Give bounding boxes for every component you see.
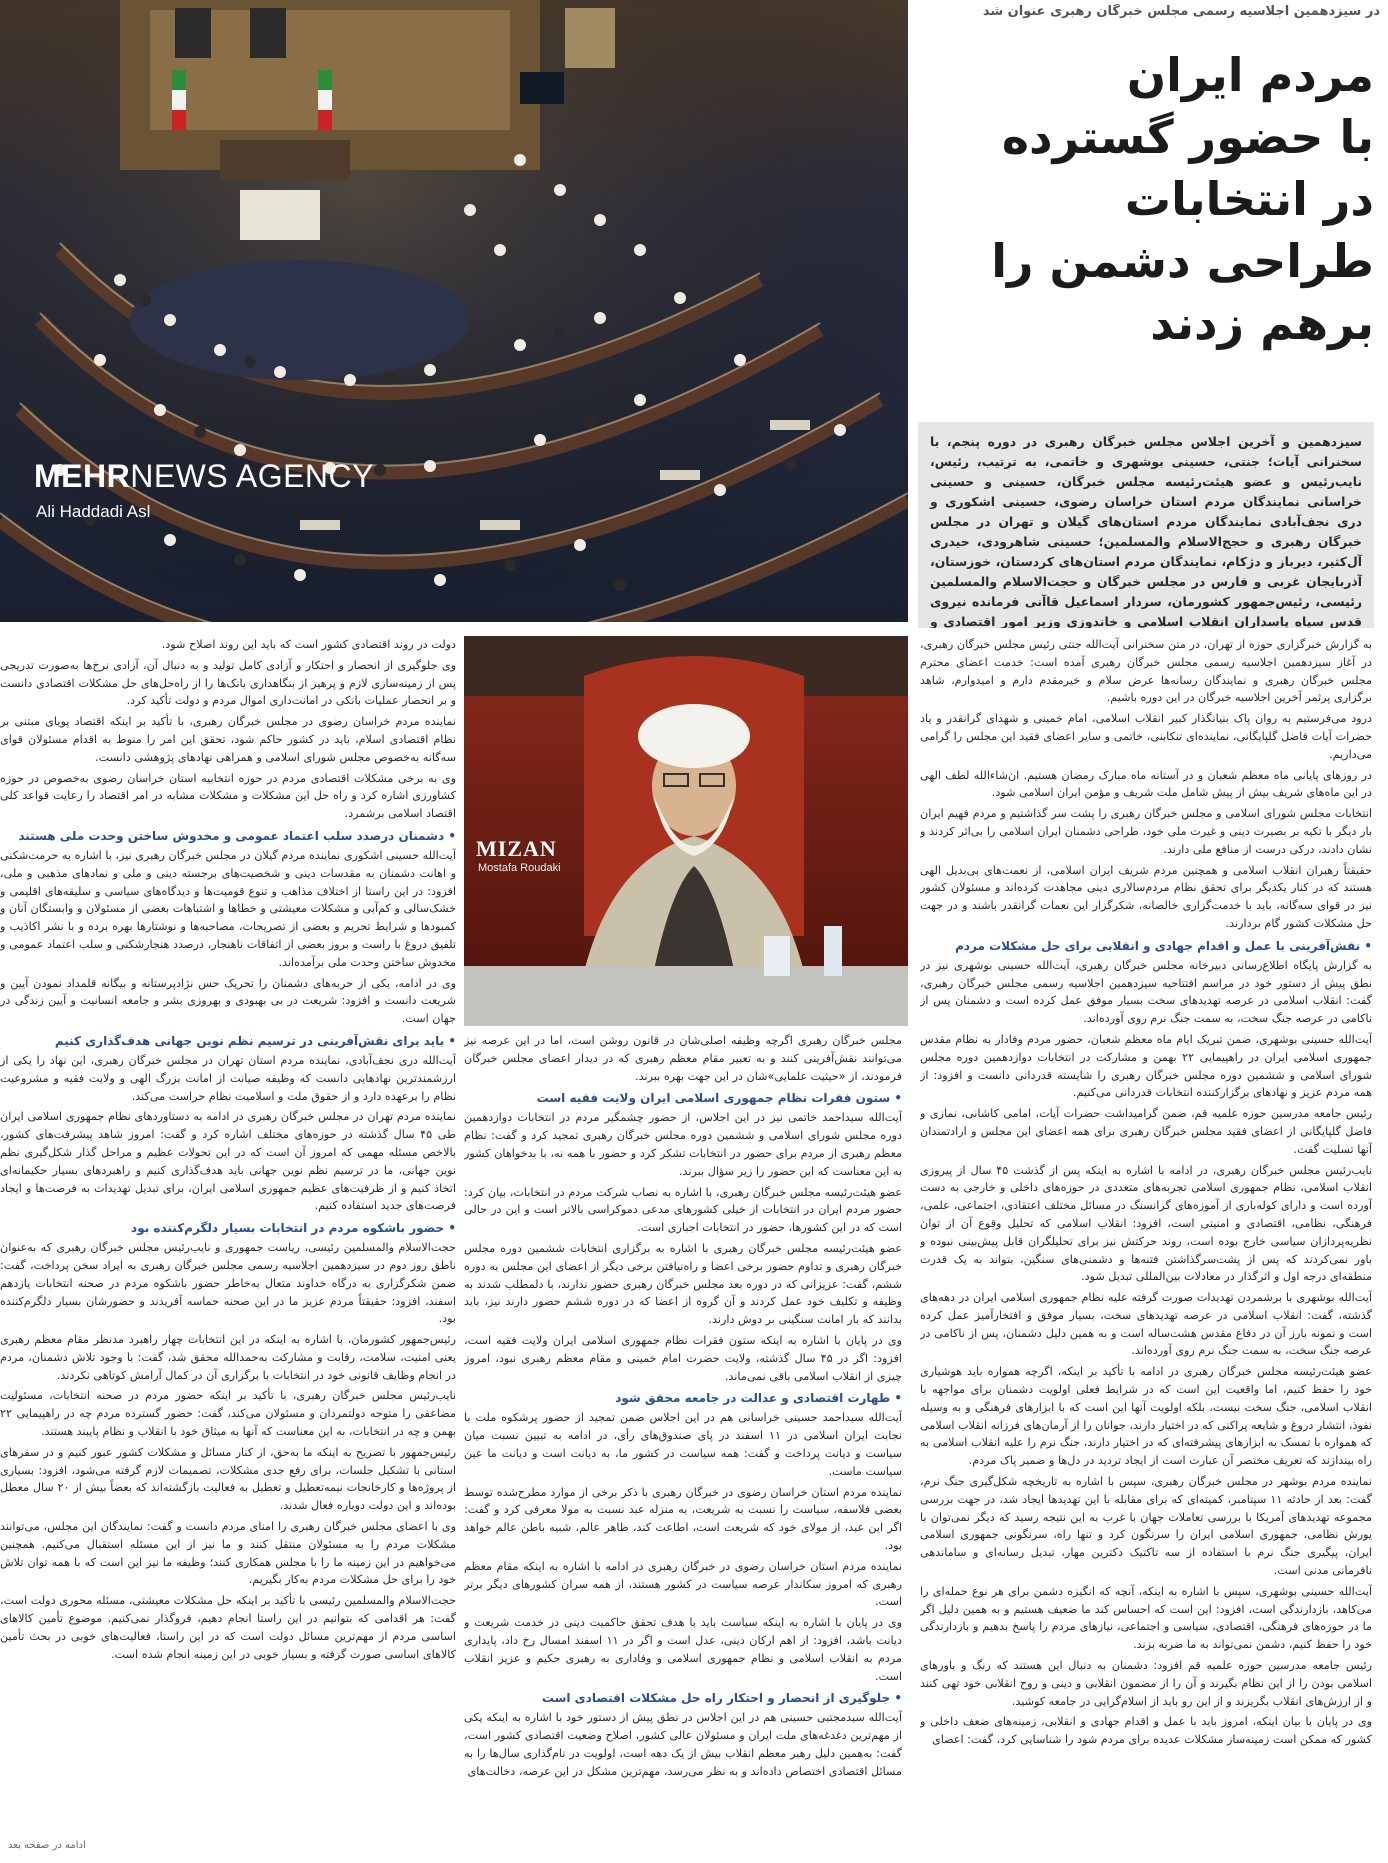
paragraph: رئیس‌جمهور کشورمان، با اشاره به اینکه در این انتخابات چهار راهبرد مدنظر مقام معظم رهبری یعنی امنیت، سلامت، رقابت و مشارکت به‌حمدالله محقق شد، گفت: با وجود تلاش دشمنان، مردم در انجام وظایف قانونی خود در انتخابات با برگزاری آن در کمال آرامش کوتاهی نکردند. <box>0 1333 456 1382</box>
paragraph: وی با اعضای مجلس خبرگان رهبری را امنای مردم دانست و گفت: نمایندگان این مجلس، می‌توانند مشکلات مردم را به مسئولان منتقل کنند و ما نیز از این مسئله استقبال می‌کنیم. همچنین می‌خواهیم در این زمینه ما را با مجلس همکاری کنند؛ وظیفه ما نیز این است که با همه توان تلاش خود را برای حل مشکلات مردم به‌کار بگیریم. <box>0 1520 456 1587</box>
paragraph: عضو هیئت‌رئیسه مجلس خبرگان رهبری، با اشاره به نصاب شرکت مردم در انتخابات، بیان کرد: حضور مردم ایران در انتخابات از خیلی کشورهای مدعی دموکراسی بالاتر است و این در حالی است که در این کشورها، حضور در انتخابات اجباری است. <box>464 1185 902 1235</box>
headline-line-1: مردم ایران <box>1126 48 1374 102</box>
paragraph: آیت‌الله حسینی بوشهری، ضمن تبریک ایام ماه معظم شعبان، حضور مردم وفادار به نظام مقدس جمهوری اسلامی ایران در راهپیمایی ۲۲ بهمن و مشارکت در انتخابات دوازدهمین دوره مجلس شورای اسلامی و ششمین دوره مجلس خبرگان رهبری را شایسته قدردانی دانست و افزود: از همه مردم عزیز و نهادهای برگزارکننده انتخابات قدردانی می‌کنیم. <box>920 1032 1372 1100</box>
paragraph: مجلس خبرگان رهبری اگرچه وظیفه اصلی‌شان در قانون روشن است، اما در این عرصه نیز می‌توانند نقش‌آفرینی کنند و به تعبیر مقام معظم رهبری که در دیدار اعضای مجلس خبرگان فرمودند، از «حیثیت علمایی»شان در این جهت بهره ببرند. <box>464 1034 902 1083</box>
paragraph: وی در پایان با بیان اینکه، امروز باید با عمل و اقدام جهادی و انقلابی، زمینه‌های ضعف داخلی و کشور که ممکن است زمینه‌ساز مشکلات عدیده برای مردم شود را شناسایی کرد، گفت: اعضای <box>920 1715 1372 1747</box>
subheading: • جلوگیری از انحصار و احتکار راه حل مشکلات اقتصادی است <box>541 1691 902 1706</box>
paragraph: نماینده مردم خراسان رضوی در مجلس خبرگان رهبری، با تأکید بر اینکه اقتصاد پویای مبتنی بر نظام اقتصادی اسلام، باید در کشور حاکم شود، تحقق این امر را منوط به اقدام مسئولان قوای سه‌گانه به‌خصوص مجلس شورای اسلامی و همراهی نهادهای پژوهشی دانست. <box>0 715 456 764</box>
paragraph: وی در ادامه، یکی از حربه‌های دشمنان را تحریک حس نژادپرستانه و بیگانه قلمداد نمودن آیین و شریعت دانست و افزود: شریعت در بی بهبودی و بهروزی بشر و جامعه انسانیت و آیین زندگی در جهان است. <box>0 976 456 1026</box>
paragraph: درود می‌فرستیم به روان پاک بنیانگذار کبیر انقلاب اسلامی، امام خمینی و شهدای گرانقدر و یاد حضرات آیات فاضل گلپایگانی، نماینده‌ای تنکابنی، خاتمی و سایر اعضای فقید این مجلس را گرامی می‌داریم. <box>920 712 1372 761</box>
main-photo-photographer: Ali Haddadi Asl <box>36 502 151 521</box>
inset-photo-portrait <box>464 636 908 1026</box>
paragraph: نایب‌رئیس مجلس خبرگان رهبری، در ادامه با اشاره به اینکه پس از گذشت ۴۵ سال از پیروزی انقلاب اسلامی، نظام جمهوری اسلامی تجربه‌های متعددی در حوزه‌های داخلی و خارجی به دست آورده است و دارای کوله‌باری از آموزه‌های گرانسنگ در مسائل مختلف اعتقادی، اجتماعی، علمی، فرهنگی، نظامی، اقتصادی و امنیتی است، افزود: انقلاب اسلامی که تحلیل وقوع آن از توان نظریه‌پردازان سیاسی خارج بوده است، روند حرکتش نیز برای تحلیلگران قابل پیش‌بینی نبوده و باور نمی‌کردند که پس از پشت‌سرگذاشتن فتنه‌ها و دشمنی‌های سنگین، بتواند به یک قدرت منطقه‌ای درجه اول و اثرگذار در معادلات بین‌المللی تبدیل شود. <box>920 1163 1372 1284</box>
headline-line-3: در انتخابات <box>1124 172 1374 226</box>
article-column-middle <box>464 1032 902 1862</box>
headline-line-4: طراحی دشمن را <box>991 234 1374 288</box>
paragraph: عضو هیئت‌رئیسه مجلس خبرگان رهبری در ادامه با تأکید بر اینکه، اگرچه همواره باید هوشیاری خود را حفظ کنیم، اما واقعیت این است که در شرایط فعلی اولویت دشمنان برای مواجهه با انقلاب اسلامی، جنگ سخت نیست، بلکه اولویت آنها این است که با ابزارهای فرهنگی و به وسیله نفوذ، انتشار دروغ و شایعه پراکنی که در اختیار دارند، جوانان را از آرمان‌های فرزانه انقلاب اسلامی که همواره با تمسک به ابزارهای پیشرفته‌ای که در اختیار دارند، جنگ نرم را علیه انقلاب اسلامی به راه بیندازند که تعریف مختصر آن عبارت است از ایجاد تردید در دل‌ها و ضمیر پاک مردم. <box>920 1365 1372 1468</box>
headline-line-2: با حضور گسترده <box>1001 110 1374 164</box>
continued-note: ادامه در صفحه بعد <box>8 1840 86 1851</box>
kicker: در سیزدهمین اجلاسیه رسمی مجلس خبرگان رهبری عنوان شد <box>982 4 1380 19</box>
paragraph: آیت‌الله دری نجف‌آبادی، نماینده مردم استان تهران در مجلس خبرگان رهبری، این نهاد را یکی از ارزشمندترین نهادهایی دانست که وظیفه صیانت از امانت بزرگ الهی و ولایت فقیه و مشروعیت نظام را برعهده دارد و از حقوق ملت و اسلامیت نظام حراست می‌کند. <box>0 1053 456 1103</box>
paragraph: نایب‌رئیس مجلس خبرگان رهبری، با تأکید بر اینکه حضور مردم در صحنه انتخابات، مسئولیت مضاعفی را متوجه دولتمردان و مسئولان می‌کند، گفت: حضور گسترده مردم چه در راهپیمایی ۲۲ بهمن و چه در انتخابات، به این معناست که آنها به میثاق خود با انقلاب و نظام پایبند هستند. <box>0 1389 456 1439</box>
main-photo-credit <box>34 458 374 495</box>
paragraph: حقیقتاً رهبران انقلاب اسلامی و همچنین مردم شریف ایران اسلامی، از نعمت‌های بی‌بدیل الهی هستند که در کنار یکدیگر برای تحقق نظام مردم‌سالاری دینی مجاهدت کرده‌اند و مسئولان کشور نیز در قوای سه‌گانه، باید با خدمت‌گزاری خالصانه، شکرگزار این نعمات گرانقدر باشند و در جهت حل مشکلات کشور گام بردارند. <box>920 863 1372 930</box>
paragraph: نماینده مردم استان خراسان رضوی در خبرگان رهبری با ذکر برخی از موارد مطرح‌شده توسط بعضی فلاسفه، سیاست را نسبت به شریعت، به منزله عبد نسبت به مولا معرفی کرد و گفت: اگر این عبد، از مولای خود که شریعت است، اطاعت کند، ظاهر عالم، شبیه باطن عالم خواهد بود. <box>464 1485 902 1552</box>
subheading: • طهارت اقتصادی و عدالت در جامعه محقق شود <box>615 1391 902 1406</box>
agency-name-bold: MEHR <box>34 458 131 494</box>
paragraph: نماینده مردم استان خراسان رضوی در خبرگان رهبری در ادامه با اشاره به اینکه مقام معظم رهبری که امروز سکاندار عرصه سیاست در کشور هستند، از همه سران کشورهای دیگر برتر است. <box>464 1559 902 1609</box>
paragraph: آیت‌الله حسینی بوشهری، سپس با اشاره به اینکه، آنچه که انگیزه دشمن برای هر نوع حمله‌ای را می‌کاهد، بازدارندگی است، افزود: این است که احساس کند ما ضعیف هستیم و به همین دلیل اگر ما در حوزه‌های فرهنگی، اقتصادی، سیاسی و اجتماعی، نیازهای مردم را پاسخ بدهیم و بازدارندگی خود را حفظ کنیم، دشمن نمی‌تواند به ما ضربه بزند. <box>920 1584 1372 1652</box>
paragraph: وی به برخی مشکلات اقتصادی مردم در حوزه انتخابیه استان خراسان رضوی به‌خصوص در حوزه کشاورزی اشاره کرد و راه حل این مشکلات و مشکلات مشابه در امر اقتصاد را رعایت قواعد کلی اقتصاد اسلامی برشمرد. <box>0 771 456 821</box>
paragraph: نماینده مردم تهران در مجلس خبرگان رهبری در ادامه به دستاوردهای نظام جمهوری اسلامی ایران طی ۴۵ سال گذشته در حوزه‌های مختلف اشاره کرد و گفت: امروز شاهد پیشرفت‌های کشور، بالاخص مسئله مهمی که امروز آن است که در این تحولات عظیم و مراحل گذار شکل‌گیری نظم نوین جهانی، ما در ترسیم نظم نوین جهانی باید هدف‌گذاری کنیم و راهبردهای بسیار حکیمانه‌ای اتخاذ کنیم و از ظرفیت‌های عظیم جمهوری اسلامی ایران، برای تبدیل تهدیدات به فرصت‌ها و ایجاد فرصت‌های جدید استفاده کنیم. <box>0 1110 456 1213</box>
paragraph: نماینده مردم بوشهر در مجلس خبرگان رهبری، سپس با اشاره به تاریخچه شکل‌گیری جنگ نرم، گفت: بعد از حادثه ۱۱ سپتامبر، کمیته‌ای که برای مقابله با این تهدیدها ایجاد شد، در جهت بررسی مجموعه تهدیدهای آمریکا با بررسی تعاملات جهان با غرب به این نتیجه رسید که دیگر نمی‌توان با یورش نظامی، جمهوری اسلامی ایران را سرنگون کرد و تنها راه، سرنگونی جمهوری اسلامی ایران، پیگیری جنگ نرم با استفاده از سه تاکتیک دکترین مهار، تبدیل رسانه‌ای و ساماندهی نافرمانی مدنی است. <box>920 1475 1372 1578</box>
paragraph: رئیس جامعه مدرسین حوزه علمیه قم، ضمن گرامیداشت حضرات آیات، امامی کاشانی، نمازی و فاضل گلپایگانی از اعضای فقید مجلس خبرگان رهبری برای همه اعضای این مجلس و ارادتمندان آنها تسلیت گفت. <box>920 1107 1372 1156</box>
paragraph: دولت در روند اقتصادی کشور است که باید این روند اصلاح شود. <box>161 638 456 651</box>
paragraph: وی جلوگیری از انحصار و احتکار و آزادی کامل تولید و به دنبال آن، آزادی نرخ‌ها به‌صورت تدریجی پس از زمینه‌سازی لازم و پرهیز از بنگاهداری بانک‌ها را از راه‌حل‌های حل مشکلات اقتصادی دانست و بر انحصار عملیات بانکی در امانت‌داری اموال مردم و دولت تأکید کرد. <box>0 658 456 708</box>
paragraph: آیت‌الله حسینی اشکوری نماینده مردم گیلان در مجلس خبرگان رهبری نیز، با اشاره به حرمت‌شکنی و اهانت دشمنان به مقدسات دینی و شخصیت‌های برجسته دینی و ملی و نمادهای مذهبی و ملی، افزود: در این راستا از اختلاف مذاهب و تنوع قومیت‌ها و دیدگاه‌های سیاسی و سلیقه‌های اقلیمی و خشک‌سالی و کم‌آبی و مشکلات معیشتی و خطاها و اشتباهات بعضی از مسئولان و وابستگان آنان و کمبودها و شرایط تحریم و بعضی از تصریحات، مصاحبه‌ها و نوشتارها بهره برده و با نشر اکاذیب و تلفیق دروغ با راست و بروز بعضی از اتفاقات ناهنجار، درصدد هنجارشکنی و سلب اعتماد عمومی و مخدوش ساختن وحدت ملی برآمده‌اند. <box>0 848 456 969</box>
paragraph: به گزارش خبرگزاری حوزه از تهران، در متن سخنرانی آیت‌الله جنتی رئیس مجلس خبرگان رهبری، در آغاز سیزدهمین اجلاسیه رسمی مجلس خبرگان رهبری آمده است: خدمت اعضای محترم مجلس خبرگان رهبری و نمایندگان رسانه‌ها عرض سلام و خیرمقدم دارم و امیدوارم، شاهد برگزاری پرثمر آخرین اجلاسیه خبرگان در این دوره باشیم. <box>920 638 1372 705</box>
paragraph: عضو هیئت‌رئیسه مجلس خبرگان رهبری با اشاره به برگزاری انتخابات ششمین دوره مجلس خبرگان رهبری و تداوم حضور برخی اعضا و راه‌نیافتن برخی دیگر از اعضای این مجلس به دوره ششم، گفت: عزیزانی که در دوره بعد مجلس خبرگان رهبری حضور ندارند، با دلمطلب شدند به وظیفه و تکلیف خود عمل کردند و آن گروه از اعضا که در دوره ششم حضور دارند نیز، باید بدانند که بار امانت سنگینی بر دوش دارند. <box>464 1241 902 1327</box>
paragraph: آیت‌الله سیدمجتبی حسینی هم در این اجلاس در نطق پیش از دستور خود با اشاره به اینکه یکی از مهم‌ترین دغدغه‌های ملت ایران و مسئولان عالی کشور، اصلاح وضعیت اقتصادی کشور است، گفت: به‌همین دلیل رهبر معظم انقلاب بیش از یک دهه است، اولویت در نام‌گذاری سال‌ها را به مسائل اقتصادی اختصاص داده‌اند و به نظر می‌رسد، مهم‌ترین مشکل در این عرصه، دخالت‌های <box>464 1711 902 1778</box>
paragraph: وی در پایان با اشاره به اینکه سیاست باید با هدف تحقق حاکمیت دینی در خدمت شریعت و دیانت باشد، افزود: از اهم ارکان دینی، عدل است و اگر در ۱۱ اسفند امسال رخ داد، پایداری مردم به انقلاب اسلامی و نظام جمهوری اسلامی و وفاداری به رهبری حکیم و عزیز انقلاب است. <box>464 1616 902 1683</box>
paragraph: آیت‌الله سیداحمد حسینی خراسانی هم در این اجلاس ضمن تمجید از حضور پرشکوه ملت با نجابت ایران اسلامی در ۱۱ اسفند در پای صندوق‌های رأی، در ادامه به تبیین نسبت میان سیاست و دیانت پرداخت و گفت: همه سیاست در کشور ما، به دیانت است و دیانت ما عین سیاست ماست. <box>464 1411 902 1478</box>
paragraph: رئیس‌جمهور با تصریح به اینکه ما به‌حق، از کنار مسائل و مشکلات کشور عبور کنیم و در سفرهای استانی با تشکیل جلسات، برای رفع جدی مشکلات، تصمیمات لازم گرفته می‌شود، افزود: بسیاری از پروژه‌ها و کارخانجات نیمه‌تعطیل و تعطیل به فعالیت بازگشته‌اند که بعضاً بیش از ۲۰ سال معطل بوده‌اند و این دولت دوباره فعال شدند. <box>0 1445 456 1513</box>
paragraph: وی در پایان با اشاره به اینکه ستون فقرات نظام جمهوری اسلامی ایران ولایت فقیه است، افزود: اگر در ۴۵ سال گذشته، ولایت حضرت امام خمینی و مقام معظم رهبری نبود، امروز چیزی از انقلاب اسلامی باقی نمی‌ماند. <box>464 1333 902 1383</box>
paragraph: در روزهای پایانی ماه معظم شعبان و در آستانه ماه مبارک رمضان هستیم. ان‌شاءالله لطف الهی در این ماه‌های شریف بیش از پیش شامل ملت شریف و مؤمن ایران اسلامی شود. <box>920 768 1372 800</box>
paragraph: انتخابات مجلس شورای اسلامی و مجلس خبرگان رهبری را پشت سر گذاشتیم و مردم فهیم ایران بار دیگر با تکیه بر بصیرت دینی و غیرت ملی خود، طراحی دشمنان ایران اسلامی را بی‌اثر کردند و نشان دادند، درکی درست از منافع ملی دارند. <box>920 807 1372 856</box>
paragraph: آیت‌الله بوشهری با برشمردن تهدیدات صورت گرفته علیه نظام جمهوری اسلامی ایران در دهه‌های گذشته، گفت: انقلاب اسلامی در عرصه تهدیدهای سخت، بسیار موفق و افتخارآمیز عمل کرده است و نمونه بارز آن در دفاع مقدس هشت‌ساله است و به همین دلیل دشمنان، پس از ناکامی در عرصه جنگ سخت، به سمت جنگ نرم روی آورده‌اند. <box>920 1291 1372 1358</box>
subheading: • نقش‌آفرینی با عمل و اقدام جهادی و انقلابی برای حل مشکلات مردم <box>955 938 1372 953</box>
subheading: • باید برای نقش‌آفرینی در ترسیم نظم نوین جهانی هدف‌گذاری کنیم <box>54 1033 456 1048</box>
paragraph: حجت‌الاسلام والمسلمین رئیسی با تأکید بر اینکه حل مشکلات معیشتی، مسئله محوری دولت است، گفت: هر اقدامی که بتوانیم در این راستا انجام دهیم، فروگذار نمی‌کنیم. موضوع تأمین کالاهای اساسی مردم از مهم‌ترین مسائل دولت است که در این راستا، فعالیت‌های خوبی در بحث تأمین کالاهای اساسی صورت گرفته و بسیار خوبی در این زمینه انجام شده است. <box>0 1594 456 1661</box>
inset-photo-agency: MIZAN <box>476 836 557 861</box>
headline-line-5: برهم زدند <box>1150 296 1374 350</box>
paragraph: آیت‌الله سیداحمد خاتمی نیز در این اجلاس، از حضور چشمگیر مردم در انتخابات دوازدهمین دوره مجلس شورای اسلامی و ششمین دوره مجلس خبرگان رهبری تمجید کرد و گفت: نظام معظم رهبری از مردم برای حضور در انتخابات تشکر کرد و حضور با همه نه، با بدخواهان کشور به این معناست که این حضور را زیر سؤال ببرند. <box>464 1111 902 1178</box>
lead-paragraph: سیزدهمین و آخرین اجلاس مجلس خبرگان رهبری در دوره پنجم، با سخنرانی آیات؛ جنتی، حسینی بوشهری و خاتمی، به ترتیب، رئیس، نایب‌رئیس و عضو هیئت‌رئیسه مجلس خبرگان، حسینی و حسینی خراسانی نمایندگان مردم استان خراسان رضوی، حسینی اشکوری و دری نجف‌آبادی نمایندگان مردم استان‌های گیلان و تهران در مجلس خبرگان رهبری و حجج‌الاسلام والمسلمین؛ حسینی شاهرودی، حیدری آل‌کثیر، دیرباز و دژکام، نمایندگان مردم استان‌های کردستان، خوزستان، آذربایجان غربی و فارس در مجلس خبرگان و حجت‌الاسلام والمسلمین رئیسی، رئیس‌جمهور کشورمان، سردار اسماعیل قاآنی فرمانده نیروی قدس سپاه پاسداران انقلاب اسلامی و خاندوزی وزیر امور اقتصادی و <box>918 422 1374 628</box>
portrait-illustration <box>464 636 908 1026</box>
paragraph: رئیس جامعه مدرسین حوزه علمیه قم افزود: دشمنان به دنبال این هستند که رنگ و باورهای اسلامی بودن را از این نظام بگیرند و آن را از مضمون انقلابی و دینی و روح انقلابی خود تهی کنند و از ارزش‌های انقلاب بگریزند و از این رو باید از اسلام‌گرایی در جامعه کوشید. <box>920 1659 1372 1708</box>
headline <box>914 44 1374 354</box>
subheading: • حضور باشکوه مردم در انتخابات بسیار دلگرم‌کننده بود <box>131 1221 456 1236</box>
assembly-hall-illustration <box>0 0 908 622</box>
paragraph: حجت‌الاسلام والمسلمین رئیسی، ریاست جمهوری و نایب‌رئیس مجلس خبرگان رهبری که به‌عنوان ناطق روز دوم در سیزدهمین اجلاسیه رسمی مجلس خبرگان رهبری به ایراد سخن پرداخت، گفت: ضمن شکرگزاری به درگاه خداوند متعال به‌خاطر حضور باشکوه مردم در صحنه انتخابات یازدهم اسفند، افزود: حقیقتاً مردم عزیز ما در این صحنه حماسه آفریدند و حضورشان بسیار دلگرم‌کننده بود. <box>0 1241 456 1326</box>
agency-name-rest: NEWS AGENCY <box>130 458 374 494</box>
paragraph: به گزارش پایگاه اطلاع‌رسانی دبیرخانه مجلس خبرگان رهبری، آیت‌الله حسینی بوشهری نیز در نطق پیش از دستور خود در مراسم افتتاحیه سیزدهمین اجلاسیه رسمی مجلس خبرگان رهبری، گفت: انقلاب اسلامی در عرصه تهدیدهای سخت بسیار موفق عمل کرده است و دشمنان پس از ناکامی در عرصه جنگ سخت، به سمت جنگ نرم روی آورده‌اند. <box>920 958 1372 1026</box>
subheading: • دشمنان درصدد سلب اعتماد عمومی و مخدوش ساختن وحدت ملی هستند <box>18 828 456 843</box>
article-column-right <box>920 636 1372 1862</box>
inset-photo-photographer: Mostafa Roudaki <box>478 862 561 874</box>
subheading: • ستون فقرات نظام جمهوری اسلامی ایران ولایت فقیه است <box>536 1091 902 1106</box>
article-column-left <box>0 636 456 1846</box>
main-photo-assembly-hall <box>0 0 908 622</box>
